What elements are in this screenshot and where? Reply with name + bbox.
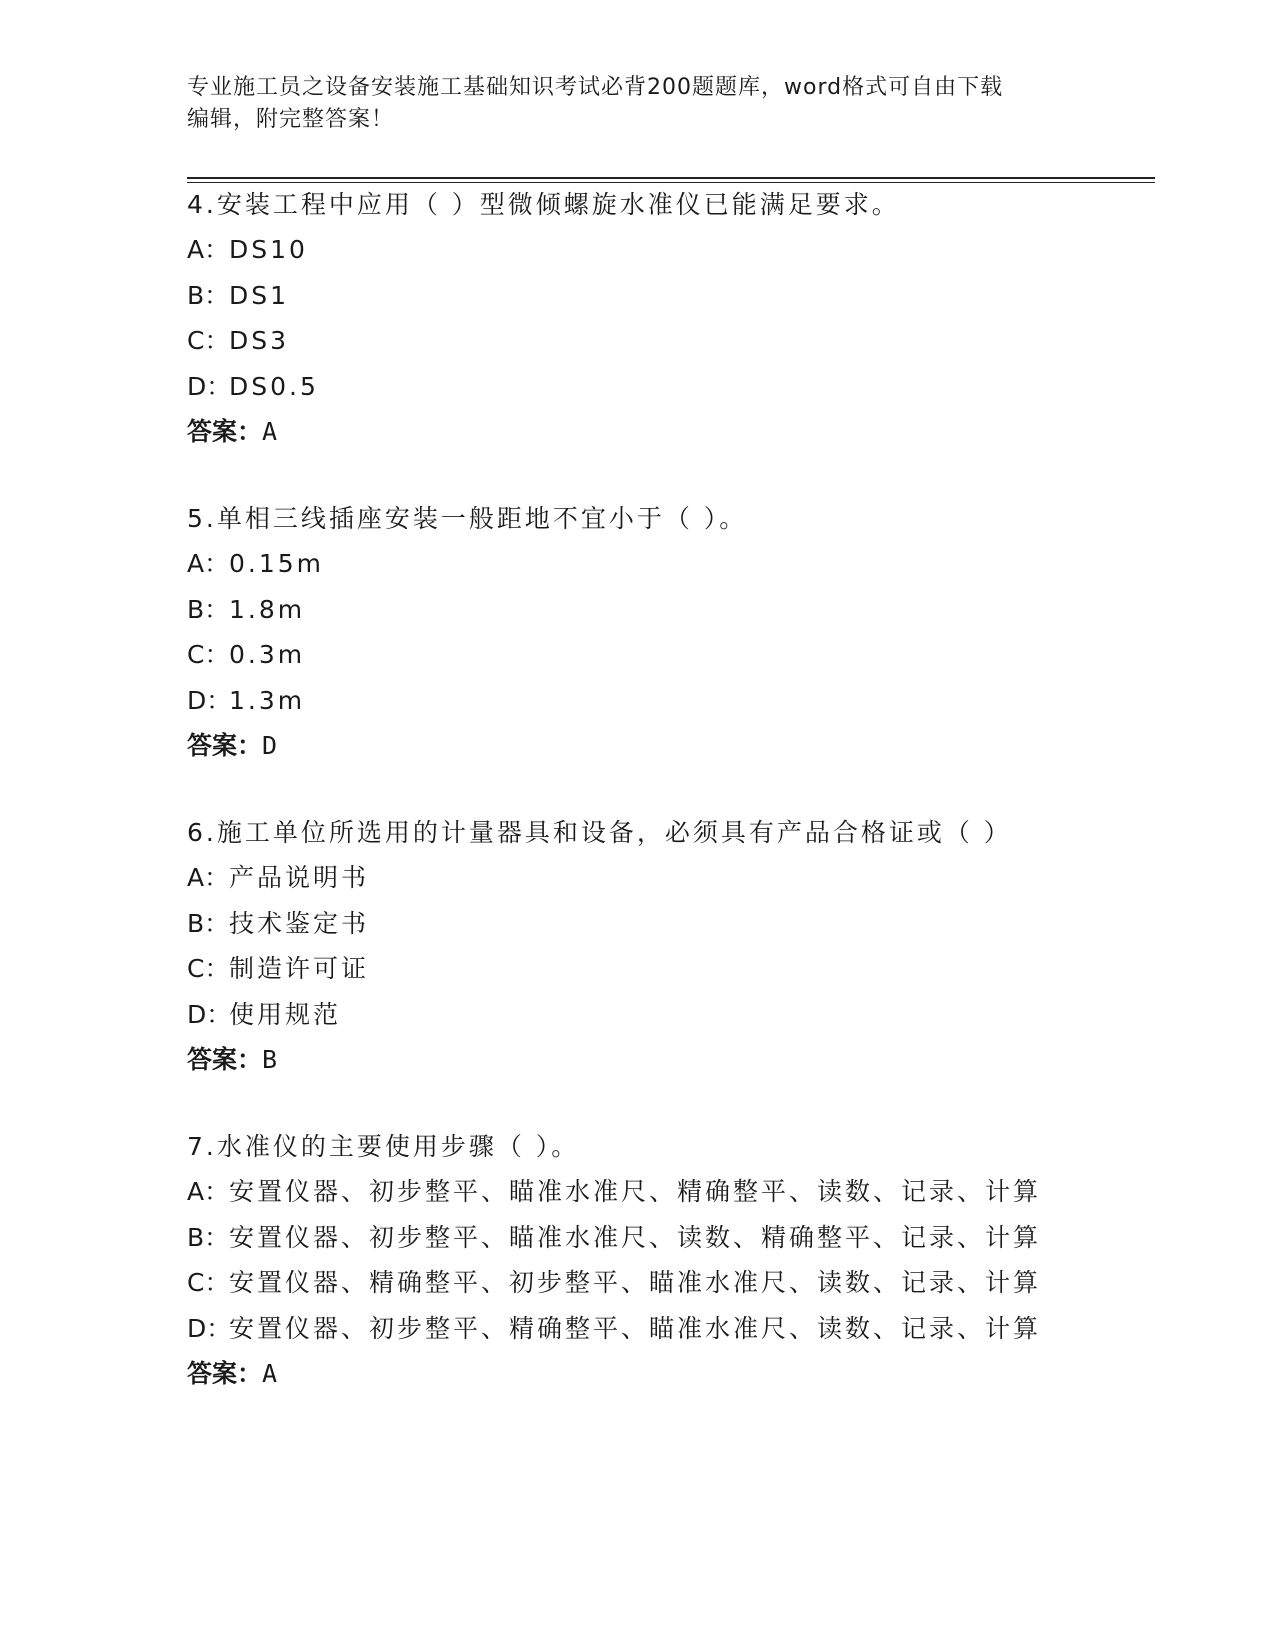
answer-line xyxy=(187,723,1127,768)
answer-value: A xyxy=(262,417,278,446)
option-letter: B： xyxy=(187,280,230,310)
option-text: 技术鉴定书 xyxy=(229,908,370,938)
option-letter: A： xyxy=(187,863,230,892)
option-d xyxy=(187,678,1127,724)
option-letter: B： xyxy=(187,594,230,624)
option-b xyxy=(187,901,1127,947)
option-text: DS1 xyxy=(229,280,290,310)
header-divider-thick xyxy=(187,177,1155,179)
answer-line xyxy=(187,409,1127,454)
option-d xyxy=(187,364,1127,410)
option-text: 安置仪器、初步整平、精确整平、瞄准水准尺、读数、记录、计算 xyxy=(229,1313,1042,1343)
option-text: DS3 xyxy=(229,326,290,355)
option-text: 1.8m xyxy=(229,594,306,624)
option-a xyxy=(187,227,1127,273)
option-text: 产品说明书 xyxy=(229,863,370,892)
answer-value: A xyxy=(262,1359,278,1388)
option-letter: B： xyxy=(187,908,230,938)
option-letter: D： xyxy=(187,371,232,401)
option-text: 0.15m xyxy=(229,549,325,578)
answer-value: D xyxy=(262,731,278,760)
option-b xyxy=(187,587,1127,633)
option-text: 制造许可证 xyxy=(229,954,370,983)
question-stem: 5.单相三线插座安装一般距地不宜小于（ ）。 xyxy=(187,504,748,533)
title-line-1: 专业施工员之设备安装施工基础知识考试必背200题题库，word格式可自由下载 xyxy=(187,75,1004,100)
title-line-2: 编辑，附完整答案！ xyxy=(187,107,395,132)
option-b xyxy=(187,273,1127,319)
option-c xyxy=(187,632,1127,678)
option-letter: B： xyxy=(187,1222,230,1252)
option-a xyxy=(187,1169,1127,1215)
answer-value: B xyxy=(262,1045,278,1074)
option-letter: A： xyxy=(187,549,230,578)
option-text: 0.3m xyxy=(229,640,306,669)
option-d xyxy=(187,992,1127,1038)
answer-line xyxy=(187,1037,1127,1082)
option-text: 1.3m xyxy=(229,685,306,715)
option-text: DS10 xyxy=(229,235,308,264)
option-letter: A： xyxy=(187,235,230,264)
document-title xyxy=(187,72,1087,136)
option-text: 安置仪器、初步整平、瞄准水准尺、精确整平、读数、记录、计算 xyxy=(229,1177,1042,1206)
option-d xyxy=(187,1306,1127,1352)
option-text: 使用规范 xyxy=(229,999,342,1029)
option-letter: C： xyxy=(187,1268,230,1297)
option-letter: C： xyxy=(187,326,230,355)
option-letter: D： xyxy=(187,999,232,1029)
question-stem: 6.施工单位所选用的计量器具和设备，必须具有产品合格证或（ ） xyxy=(187,818,1012,847)
question-block-6 xyxy=(187,810,1127,1082)
option-letter: D： xyxy=(187,1313,232,1343)
question-block-7 xyxy=(187,1124,1127,1396)
answer-line xyxy=(187,1351,1127,1396)
option-letter: D： xyxy=(187,685,232,715)
question-stem: 4.安装工程中应用（ ）型微倾螺旋水准仪已能满足要求。 xyxy=(187,190,900,219)
option-text: DS0.5 xyxy=(229,371,319,401)
option-c xyxy=(187,318,1127,364)
option-letter: A： xyxy=(187,1177,230,1206)
option-c xyxy=(187,1260,1127,1306)
option-letter: C： xyxy=(187,954,230,983)
option-b xyxy=(187,1215,1127,1261)
answer-label: 答案： xyxy=(187,417,263,446)
answer-label: 答案： xyxy=(187,1045,263,1074)
option-text: 安置仪器、精确整平、初步整平、瞄准水准尺、读数、记录、计算 xyxy=(229,1268,1042,1297)
question-stem: 7.水准仪的主要使用步骤（ ）。 xyxy=(187,1132,580,1161)
option-letter: C： xyxy=(187,640,230,669)
option-text: 安置仪器、初步整平、瞄准水准尺、读数、精确整平、记录、计算 xyxy=(229,1222,1042,1252)
option-a xyxy=(187,855,1127,901)
option-a xyxy=(187,541,1127,587)
question-block-5 xyxy=(187,496,1127,768)
question-block-4 xyxy=(187,182,1127,454)
option-c xyxy=(187,946,1127,992)
answer-label: 答案： xyxy=(187,1359,263,1388)
answer-label: 答案： xyxy=(187,731,263,760)
